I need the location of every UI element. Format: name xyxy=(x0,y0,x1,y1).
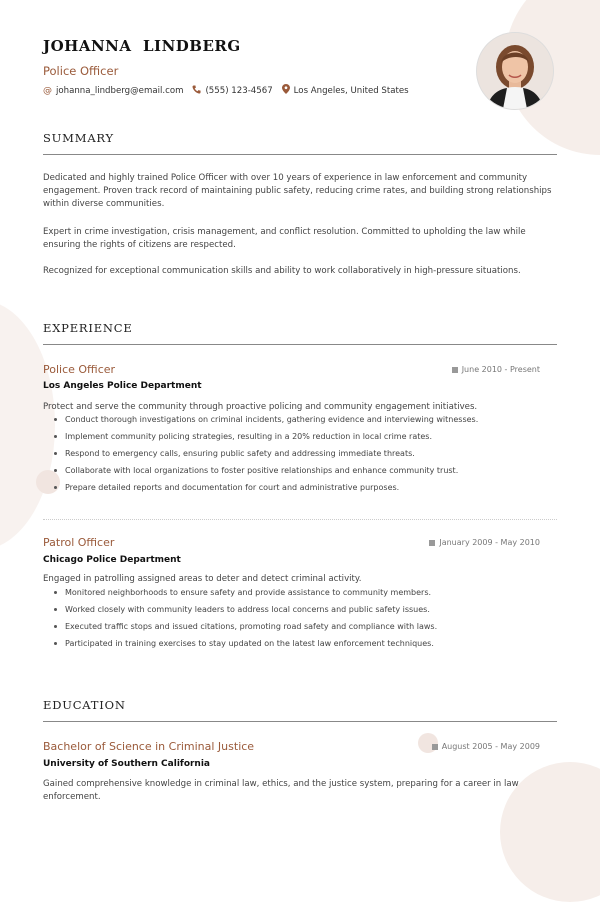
job-bullets xyxy=(54,414,554,499)
list-item: Worked closely with community leaders to address local concerns and public safety issues. xyxy=(54,604,554,621)
summary-paragraph: Expert in crime investigation, crisis management, and conflict resolution. Committed to upholding the law while ensuring the rights of citizens are respected. xyxy=(43,227,526,250)
last-name: LINDBERG xyxy=(143,37,241,55)
list-item: Participated in training exercises to stay updated on the latest law enforcement techniques. xyxy=(54,638,554,655)
job-separator xyxy=(43,519,557,520)
job-title: Police Officer xyxy=(43,363,116,376)
job-description: Engaged in patrolling assigned areas to deter and detect criminal activity. xyxy=(43,574,362,584)
phone-text: (555) 123-4567 xyxy=(205,85,273,96)
at-icon: @ xyxy=(43,85,52,96)
phone-icon xyxy=(192,85,201,97)
degree-title: Bachelor of Science in Criminal Justice xyxy=(43,740,255,753)
education-description: Gained comprehensive knowledge in criminal law, ethics, and the justice system, preparing for a career in law enforcement. xyxy=(43,779,519,802)
summary-paragraph: Dedicated and highly trained Police Officer with over 10 years of experience in law enforcement and community engagement. Proven track record of maintaining public safety, reducing crime rates, and building strong relationships within diverse communities. xyxy=(43,173,552,209)
list-item: Executed traffic stops and issued citations, promoting road safety and compliance with laws. xyxy=(54,621,554,638)
summary-heading: SUMMARY xyxy=(43,131,557,155)
summary-paragraph: Recognized for exceptional communication skills and ability to work collaboratively in high-pressure situations. xyxy=(43,266,521,276)
profile-photo xyxy=(477,33,553,109)
date-text: June 2010 - Present xyxy=(461,365,540,374)
employer-name: Los Angeles Police Department xyxy=(43,381,202,391)
candidate-name xyxy=(43,37,241,55)
location-text: Los Angeles, United States xyxy=(293,85,409,96)
job-title-header: Police Officer xyxy=(43,64,119,78)
date-text: August 2005 - May 2009 xyxy=(441,742,540,751)
list-item: Collaborate with local organizations to foster positive relationships and enhance community trust. xyxy=(54,465,554,482)
job-dates xyxy=(429,538,540,547)
job-dates xyxy=(452,365,540,374)
list-item: Prepare detailed reports and documentation for court and administrative purposes. xyxy=(54,482,554,499)
education-dates xyxy=(432,742,540,751)
experience-heading: EXPERIENCE xyxy=(43,321,557,345)
contact-phone[interactable] xyxy=(192,84,272,97)
first-name: JOHANNA xyxy=(43,37,132,55)
list-item: Monitored neighborhoods to ensure safety and provide assistance to community members. xyxy=(54,587,554,604)
email-text: johanna_lindberg@email.com xyxy=(56,85,184,96)
calendar-icon xyxy=(429,540,435,546)
calendar-icon xyxy=(452,367,458,373)
job-title: Patrol Officer xyxy=(43,536,115,549)
pin-icon xyxy=(282,84,290,97)
education-heading: EDUCATION xyxy=(43,698,557,722)
calendar-icon xyxy=(432,744,438,750)
list-item: Respond to emergency calls, ensuring public safety and addressing immediate threats. xyxy=(54,448,554,465)
contact-email[interactable] xyxy=(43,84,183,97)
contact-location xyxy=(282,84,409,97)
job-bullets xyxy=(54,587,554,655)
employer-name: Chicago Police Department xyxy=(43,555,181,565)
job-description: Protect and serve the community through proactive policing and community engagement initiatives. xyxy=(43,402,478,412)
list-item: Implement community policing strategies, resulting in a 20% reduction in local crime rates. xyxy=(54,431,554,448)
school-name: University of Southern California xyxy=(43,759,211,769)
date-text: January 2009 - May 2010 xyxy=(439,538,540,547)
list-item: Conduct thorough investigations on criminal incidents, gathering evidence and interviewing witnesses. xyxy=(54,414,554,431)
contact-row xyxy=(43,84,409,97)
